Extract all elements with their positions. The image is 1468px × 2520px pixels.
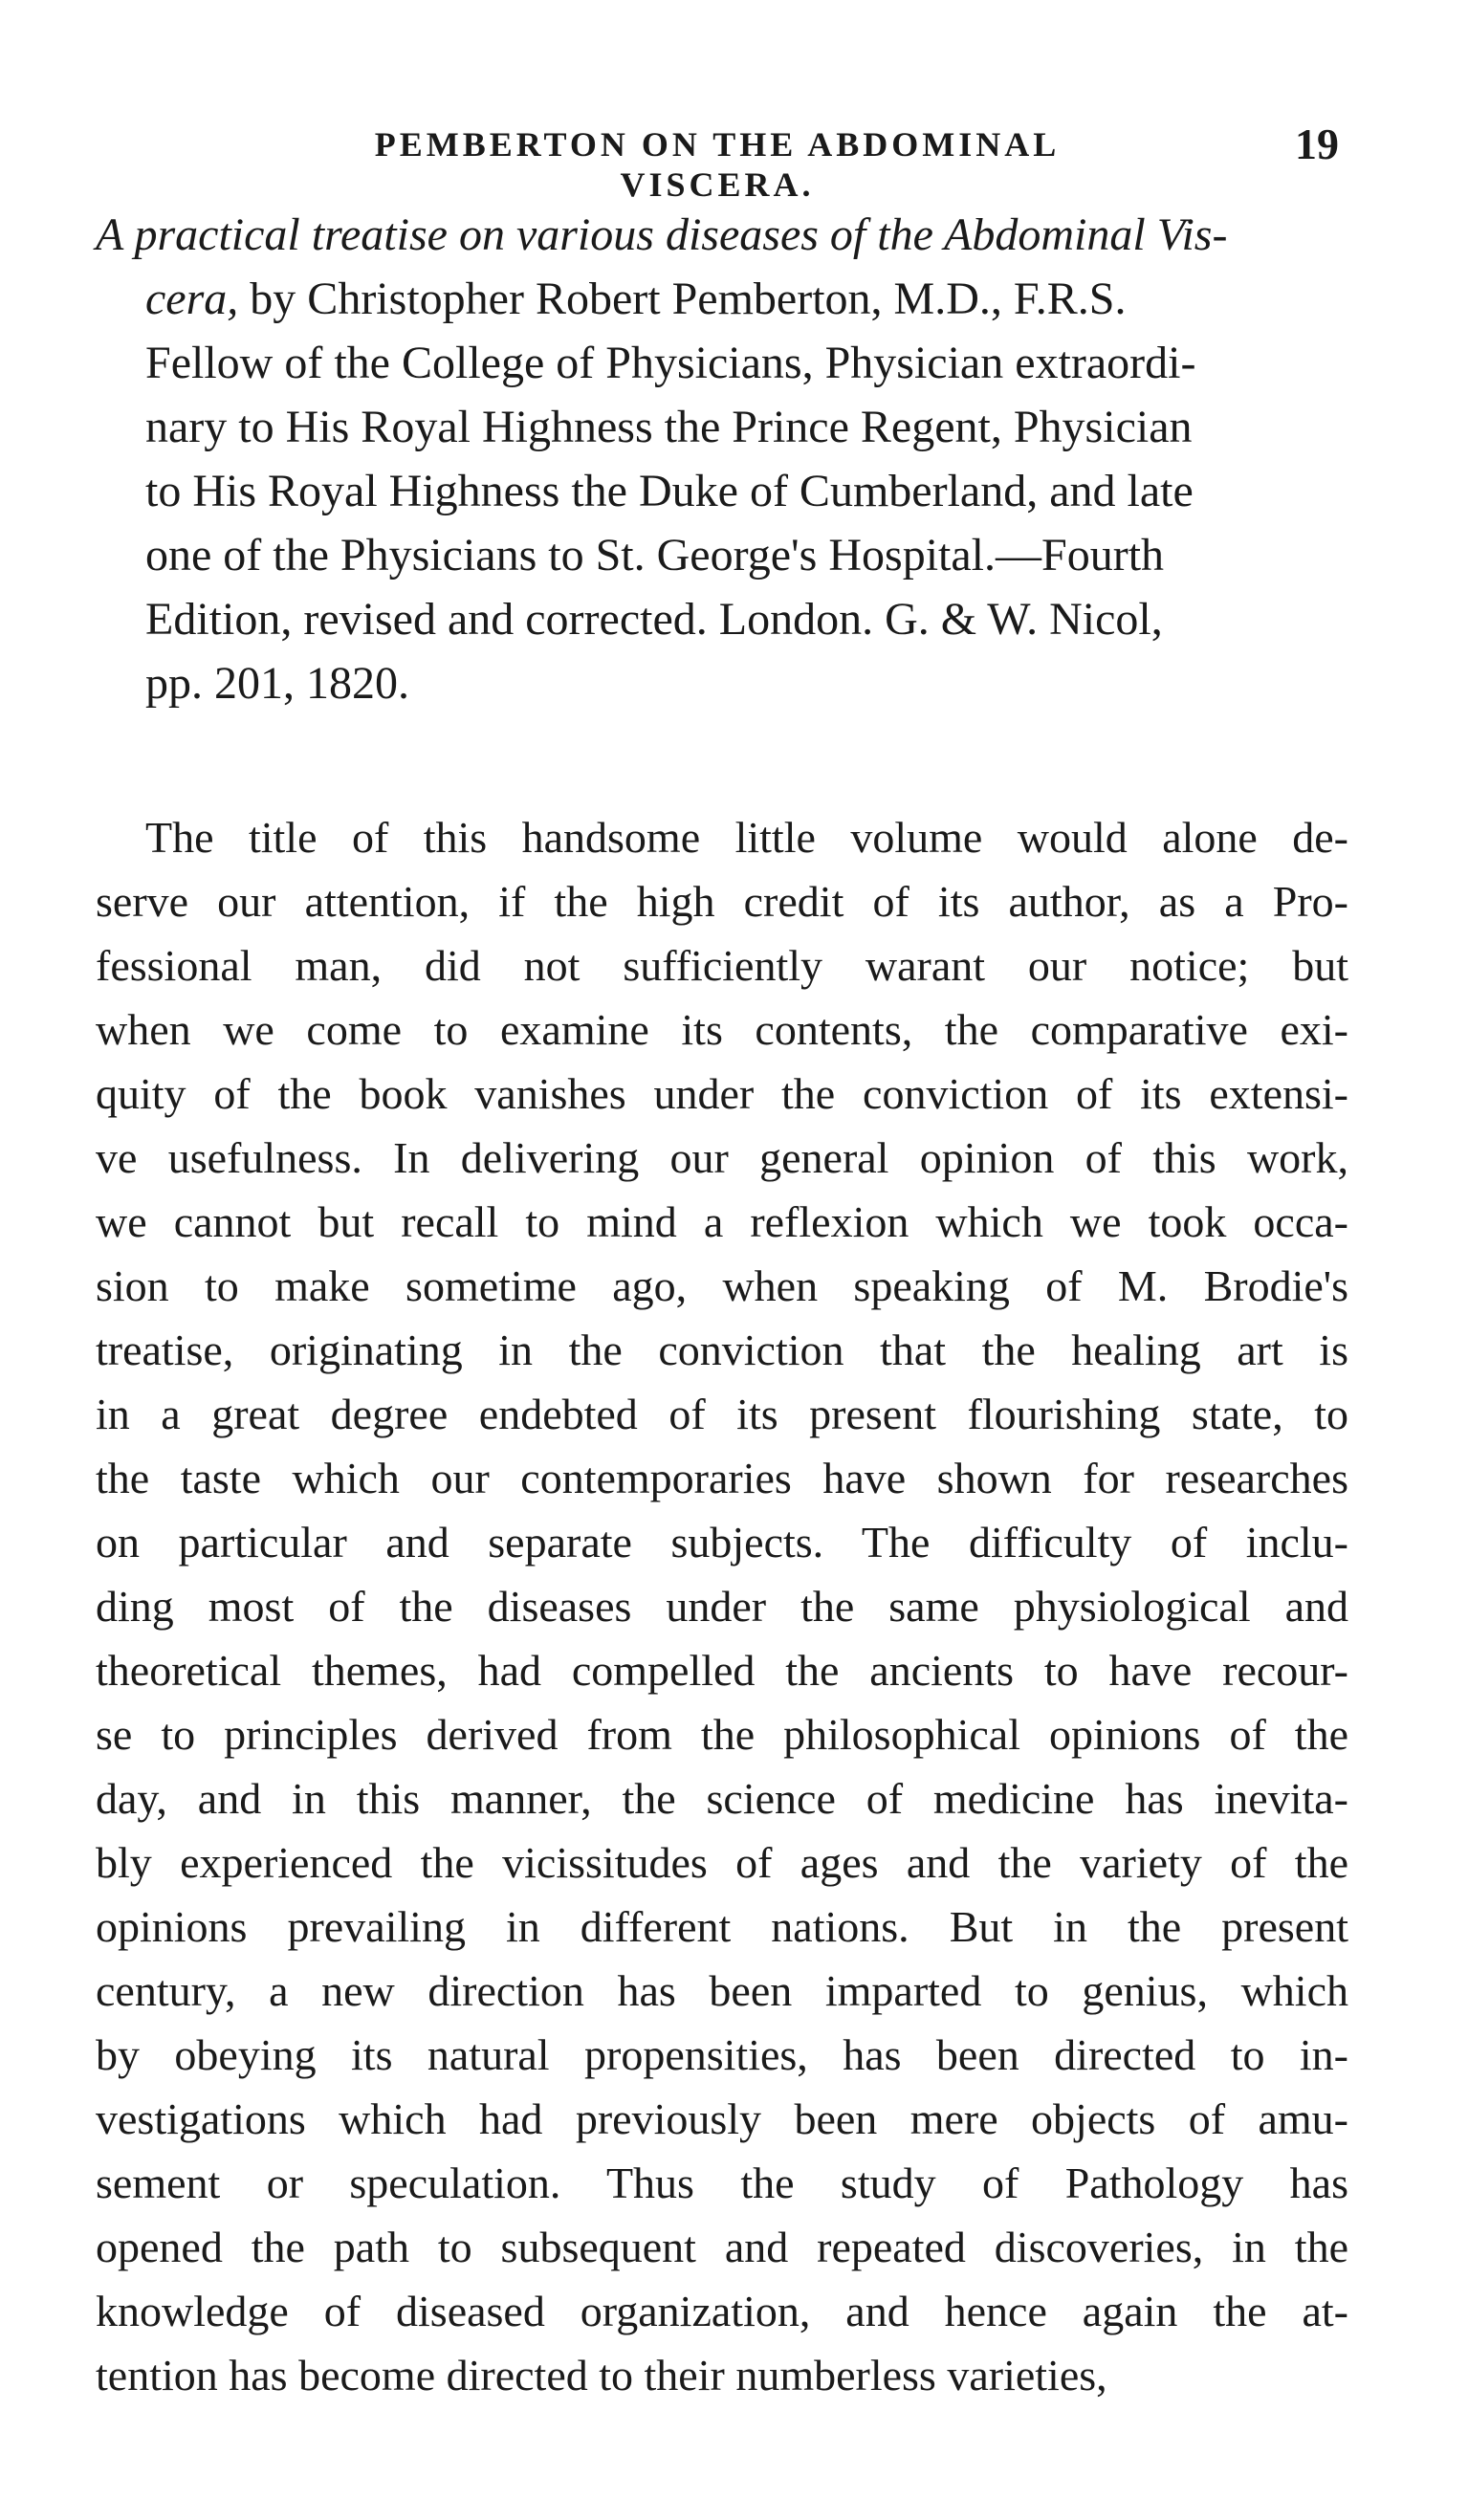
book-citation [96, 203, 1348, 715]
citation-line [96, 651, 1348, 715]
body-line: ve usefulness. In delivering our general opinion of this work, [96, 1133, 1348, 1182]
running-head: PEMBERTON ON THE ABDOMINAL VISCERA. [374, 125, 1061, 204]
body-line: The title of this handsome little volume would alone de- [145, 813, 1348, 862]
body-line: on particular and separate subjects. The difficulty of inclu- [96, 1518, 1348, 1567]
citation-title: A practical treatise on various diseases of the Abdominal Vis- [96, 209, 1228, 260]
citation-text: by Christopher Robert Pemberton, M.D., F.R.S. [238, 274, 1127, 324]
page-number: 19 [1295, 120, 1339, 168]
citation-line [96, 587, 1348, 651]
body-line: day, and in this manner, the science of medicine has inevita- [96, 1774, 1348, 1823]
body-line: century, a new direction has been imparted to genius, which [96, 1966, 1348, 2015]
body-line: fessional man, did not sufficiently warant our notice; but [96, 941, 1348, 990]
body-line: bly experienced the vicissitudes of ages and the variety of the [96, 1838, 1348, 1887]
citation-text: nary to His Royal Highness the Prince Regent, Physician [145, 402, 1193, 452]
citation-line [96, 459, 1348, 523]
body-line: opened the path to subsequent and repeated discoveries, in the [96, 2223, 1348, 2271]
citation-text: one of the Physicians to St. George's Hospital.—Fourth [145, 530, 1165, 581]
body-line: quity of the book vanishes under the conviction of its extensi- [96, 1069, 1348, 1118]
body-line: knowledge of diseased organization, and hence again the at- [96, 2287, 1348, 2335]
body-line: opinions prevailing in different nations. But in the present [96, 1902, 1348, 1951]
body-line: ding most of the diseases under the same physiological and [96, 1582, 1348, 1631]
review-body [96, 805, 1348, 2407]
citation-line [96, 203, 1348, 267]
body-line: in a great degree endebted of its present flourishing state, to [96, 1390, 1348, 1438]
body-line: vestigations which had previously been mere objects of amu- [96, 2094, 1348, 2143]
citation-line [96, 267, 1348, 331]
body-line: by obeying its natural propensities, has been directed to in- [96, 2030, 1348, 2079]
body-line: theoretical themes, had compelled the ancients to have recour- [96, 1646, 1348, 1695]
body-line: when we come to examine its contents, the comparative exi- [96, 1005, 1348, 1054]
citation-text: to His Royal Highness the Duke of Cumberland, and late [145, 466, 1194, 516]
body-line: the taste which our contemporaries have shown for researches [96, 1454, 1348, 1502]
citation-line [96, 395, 1348, 459]
citation-text: pp. 201, 1820. [145, 658, 409, 709]
body-line: sement or speculation. Thus the study of Pathology has [96, 2158, 1348, 2207]
body-line: tention has become directed to their numberless varieties, [96, 2351, 1107, 2399]
body-line: we cannot but recall to mind a reflexion which we took occa- [96, 1197, 1348, 1246]
citation-text: Fellow of the College of Physicians, Physician extraordi- [145, 338, 1196, 388]
body-line: se to principles derived from the philosophical opinions of the [96, 1710, 1348, 1759]
citation-title: cera, [145, 274, 239, 324]
body-line: treatise, originating in the conviction that the healing art is [96, 1326, 1348, 1374]
citation-text: Edition, revised and corrected. London. G. & W. Nicol, [145, 594, 1163, 645]
citation-line [96, 331, 1348, 395]
body-line: serve our attention, if the high credit of its author, as a Pro- [96, 877, 1348, 926]
citation-line [96, 523, 1348, 587]
body-line: sion to make sometime ago, when speaking of M. Brodie's [96, 1261, 1348, 1310]
